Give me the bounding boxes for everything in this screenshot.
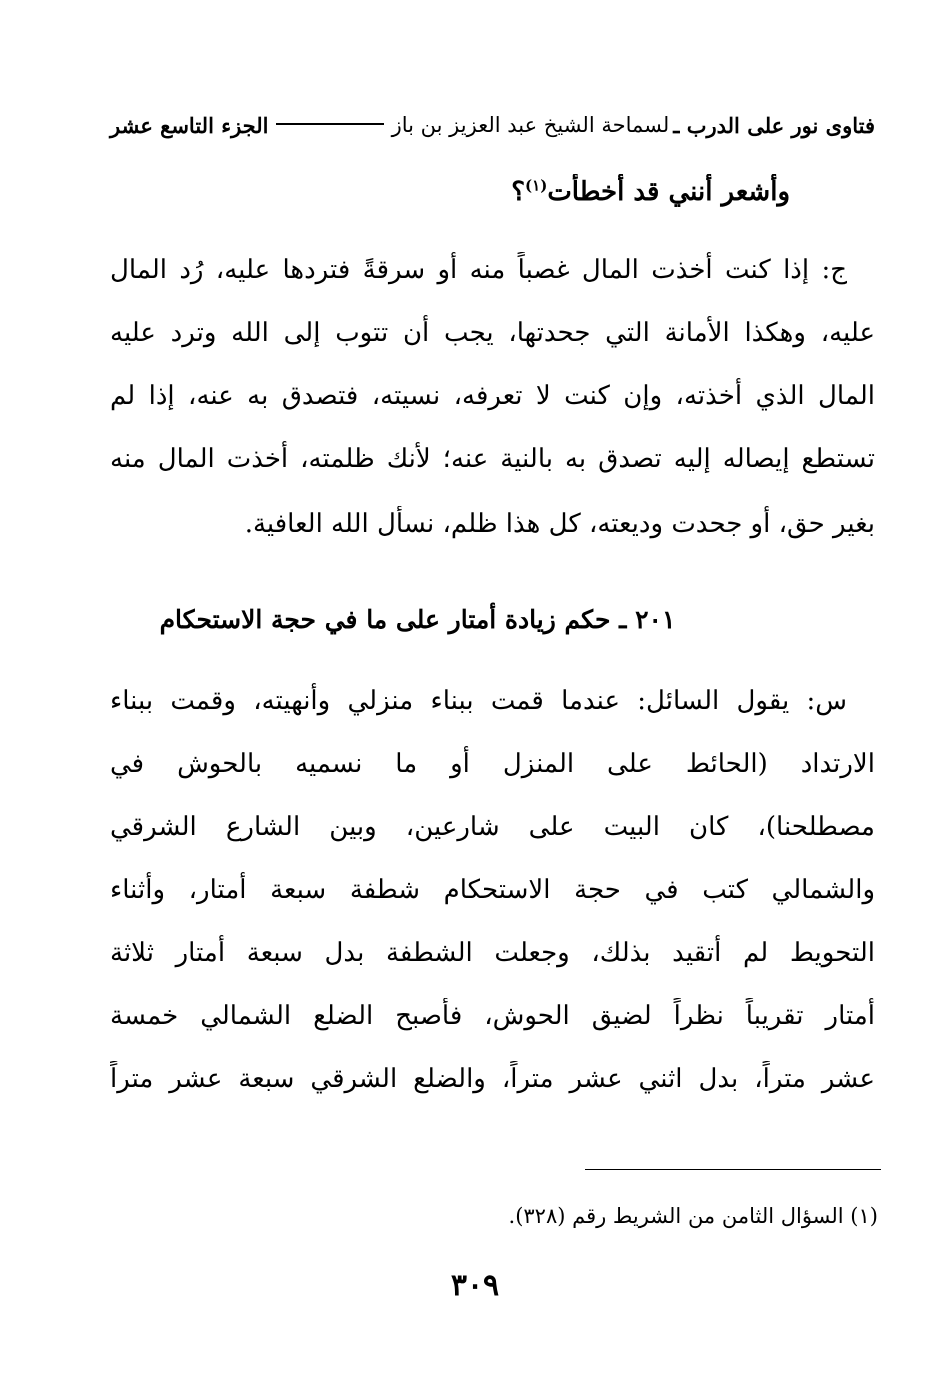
question-end-mark: ؟ <box>511 177 526 207</box>
question-line: عشر متراً، بدل اثني عشر متراً، والضلع الشرقي سبعة عشر متراً <box>110 1064 875 1094</box>
answer-line: المال الذي أخذته، وإن كنت لا تعرفه، نسيته، فتصدق به عنه، إذا لم <box>110 381 875 411</box>
section-heading-text: ٢٠١ ـ حكم زيادة أمتار على ما في حجة الاستحكام <box>159 605 676 634</box>
question-line: التحويط لم أتقيد بذلك، وجعلت الشطفة بدل سبعة أمتار ثلاثة <box>110 938 875 968</box>
footnote-separator <box>585 1169 881 1170</box>
header-rule <box>276 123 383 125</box>
question-line: مصطلحنا)، كان البيت على شارعين، وبين الشارع الشرقي <box>110 812 875 842</box>
footnote-ref: (١) <box>525 176 548 195</box>
footnote: (١) السؤال الثامن من الشريط رقم (٣٢٨). <box>508 1204 878 1228</box>
answer-line: عليه، وهكذا الأمانة التي جحدتها، يجب أن تتوب إلى الله وترد عليه <box>110 318 875 348</box>
question-line: والشمالي كتب في حجة الاستحكام شطفة سبعة أمتار، وأثناء <box>110 875 875 905</box>
answer-line: تستطع إيصاله إليه تصدق به بالنية عنه؛ لأنك ظلمته، أخذت المال منه <box>110 444 875 474</box>
answer-line: بغير حق، أو جحدت وديعته، كل هذا ظلم، نسأل الله العافية. <box>244 509 875 539</box>
answer-line: ج: إذا كنت أخذت المال غصباً منه أو سرقةً فتردها عليه، رُد المال <box>110 255 847 285</box>
author-name: لسماحة الشيخ عبد العزيز بن باز <box>391 113 670 137</box>
question-end-text: وأشعر أنني قد أخطأت <box>547 177 790 207</box>
question-end-line <box>110 174 875 210</box>
section-heading <box>110 600 875 640</box>
question-line: أمتار تقريباً نظراً لضيق الحوش، فأصبح الضلع الشمالي خمسة <box>110 1001 875 1031</box>
book-title: فتاوى نور على الدرب ـ <box>673 112 875 138</box>
question-line: س: يقول السائل: عندما قمت ببناء منزلي وأنهيته، وقمت ببناء <box>110 686 847 716</box>
part-label: الجزء التاسع عشر <box>110 112 269 138</box>
running-header <box>110 108 875 142</box>
page-number: ٣٠٩ <box>450 1268 500 1303</box>
question-line: الارتداد (الحائط على المنزل أو ما نسميه بالحوش في <box>110 749 875 779</box>
